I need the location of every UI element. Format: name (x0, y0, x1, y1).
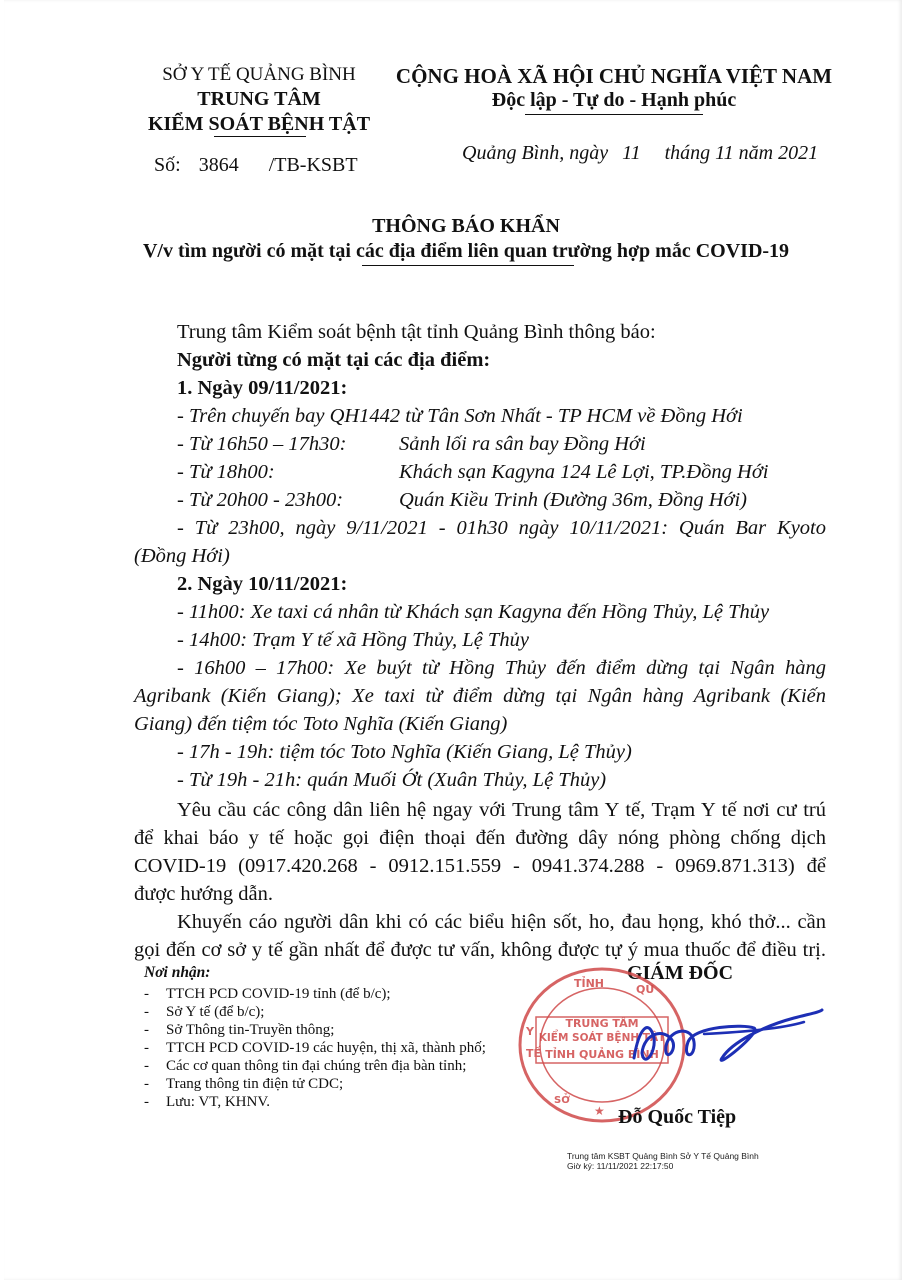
number-label: Số: (154, 154, 181, 176)
day1-heading: 1. Ngày 09/11/2021: (177, 377, 348, 399)
day2-heading: 2. Ngày 10/11/2021: (177, 573, 348, 595)
day1-item-time: - Từ 20h00 - 23h00: (177, 489, 344, 511)
date-rest: tháng 11 năm 2021 (664, 142, 819, 164)
day1-item-time: - Từ 16h50 – 17h30: (177, 433, 347, 455)
number-value: 3864 (198, 154, 239, 176)
signer-name: Đỗ Quốc Tiệp (618, 1106, 737, 1128)
request-line3: COVID-19 (0917.420.268 - 0912.151.559 - 0941.374.288 - 0969.871.313) để (134, 855, 826, 877)
svg-text:TỈNH QUẢNG BÌNH: TỈNH QUẢNG BÌNH (545, 1048, 659, 1061)
day1-item-place: Khách sạn Kagyna 124 Lê Lợi, TP.Đồng Hới (399, 461, 769, 483)
issue-date (462, 142, 818, 165)
day1-item (177, 458, 869, 486)
recipient-text: Trang thông tin điện tử CDC; (166, 1076, 344, 1092)
recipient-item: - TTCH PCD COVID-19 tỉnh (để b/c); (144, 986, 391, 1002)
day1-item-time: - Từ 18h00: (177, 461, 275, 483)
esign-time: Giờ ký: 11/11/2021 22:17:50 (567, 1161, 674, 1171)
recipient-item: - Sở Y tế (để b/c); (144, 1004, 265, 1020)
svg-text:TRUNG TÂM: TRUNG TÂM (565, 1017, 639, 1030)
day1-item (177, 486, 869, 514)
svg-text:QU: QU (636, 983, 655, 996)
center-name-line1: TRUNG TÂM (197, 88, 321, 110)
notice-title: THÔNG BÁO KHẨN (372, 215, 560, 237)
svg-text:★: ★ (594, 1104, 605, 1118)
recipient-item: - Các cơ quan thông tin đại chúng trên địa bàn tỉnh; (144, 1058, 467, 1074)
day1-late-line2: (Đồng Hới) (134, 545, 230, 567)
lead-heading: Người từng có mặt tại các địa điểm: (177, 349, 491, 371)
country-motto: Độc lập - Tự do - Hạnh phúc (491, 89, 737, 111)
recipient-item: - TTCH PCD COVID-19 các huyện, thị xã, thành phố; (144, 1040, 486, 1056)
day2-line5: - Từ 19h - 21h: quán Muối Ớt (Xuân Thủy, Lệ Thủy) (177, 769, 607, 791)
electronic-signature-info (567, 1151, 759, 1171)
day1-item-place: Sảnh lối ra sân bay Đồng Hới (399, 433, 646, 455)
advice-line2: gọi đến cơ sở y tế gần nhất để được tư vấn, không được tự ý mua thuốc để điều trị. (134, 939, 826, 961)
recipient-item: - Trang thông tin điện tử CDC; (144, 1076, 344, 1092)
request-line4: được hướng dẫn. (134, 883, 273, 905)
recipient-text: Sở Thông tin-Truyền thông; (166, 1022, 335, 1038)
day1-flight: - Trên chuyến bay QH1442 từ Tân Sơn Nhất - TP HCM về Đồng Hới (177, 405, 743, 427)
day1-item-place: Quán Kiều Trinh (Đường 36m, Đồng Hới) (399, 489, 747, 511)
recipient-text: Sở Y tế (để b/c); (166, 1004, 265, 1020)
recipient-item: - Lưu: VT, KHNV. (144, 1094, 270, 1110)
header-left-underline (214, 136, 306, 137)
country-name: CỘNG HOÀ XÃ HỘI CHỦ NGHĨA VIỆT NAM (395, 64, 833, 88)
day2-line4: - 17h - 19h: tiệm tóc Toto Nghĩa (Kiến Giang, Lệ Thủy) (177, 741, 632, 763)
recipient-text: Lưu: VT, KHNV. (166, 1094, 270, 1110)
recipient-item: - Sở Thông tin-Truyền thông; (144, 1022, 335, 1038)
recipients-label: Nơi nhận: (144, 964, 211, 981)
request-line2: để khai báo y tế hoặc gọi điện thoại đến đường dây nóng phòng chống dịch (134, 827, 826, 849)
recipient-text: TTCH PCD COVID-19 các huyện, thị xã, thành phố; (166, 1040, 486, 1056)
day2-line3b: Agribank (Kiến Giang); Xe taxi từ điểm dừng tại Ngân hàng Agribank (Kiến (134, 685, 826, 707)
document-number (154, 154, 358, 177)
day2-line1: - 11h00: Xe taxi cá nhân từ Khách sạn Kagyna đến Hồng Thủy, Lệ Thủy (177, 601, 770, 623)
svg-text:SỞ: SỞ (554, 1095, 570, 1106)
handwritten-signature-icon (594, 998, 824, 1088)
dept-name: SỞ Y TẾ QUẢNG BÌNH (162, 64, 356, 85)
number-suffix: /TB-KSBT (268, 154, 358, 176)
subject-underline (362, 265, 574, 266)
date-place: Quảng Bình, ngày (462, 142, 609, 164)
advice-line1: Khuyến cáo người dân khi có các biểu hiện sốt, ho, đau họng, khó thở... cần (177, 911, 826, 933)
svg-text:KIỂM SOÁT BỆNH TẬT: KIỂM SOÁT BỆNH TẬT (538, 1032, 666, 1044)
request-line1: Yêu cầu các công dân liên hệ ngay với Trung tâm Y tế, Trạm Y tế nơi cư trú (177, 799, 826, 821)
motto-underline (525, 114, 703, 115)
recipient-text: Các cơ quan thông tin đại chúng trên địa bàn tỉnh; (166, 1058, 467, 1074)
svg-text:Y: Y (526, 1025, 534, 1038)
intro-paragraph: Trung tâm Kiểm soát bệnh tật tỉnh Quảng Bình thông báo: (177, 321, 656, 343)
date-day: 11 (622, 142, 641, 164)
signer-title: GIÁM ĐỐC (626, 962, 734, 984)
recipient-text: TTCH PCD COVID-19 tỉnh (để b/c); (166, 986, 391, 1002)
notice-subject: V/v tìm người có mặt tại các địa điểm liên quan trường hợp mắc COVID-19 (142, 240, 790, 262)
day2-line3c: Giang) đến tiệm tóc Toto Nghĩa (Kiến Giang) (134, 713, 508, 735)
esign-signer: Trung tâm KSBT Quảng Bình Sở Y Tế Quảng Bình (567, 1151, 759, 1161)
center-name-line2: KIỂM SOÁT BỆNH TẬT (147, 113, 371, 135)
document-page (4, 0, 902, 1280)
day2-line2: - 14h00: Trạm Y tế xã Hồng Thủy, Lệ Thủy (177, 629, 529, 651)
day2-line3a: - 16h00 – 17h00: Xe buýt từ Hồng Thủy đến điểm dừng tại Ngân hàng (177, 657, 826, 679)
day1-late-line1: - Từ 23h00, ngày 9/11/2021 - 01h30 ngày 10/11/2021: Quán Bar Kyoto (177, 517, 826, 539)
svg-text:TẾ: TẾ (526, 1047, 542, 1060)
day1-item (177, 430, 869, 458)
svg-text:TỈNH: TỈNH (574, 977, 605, 990)
